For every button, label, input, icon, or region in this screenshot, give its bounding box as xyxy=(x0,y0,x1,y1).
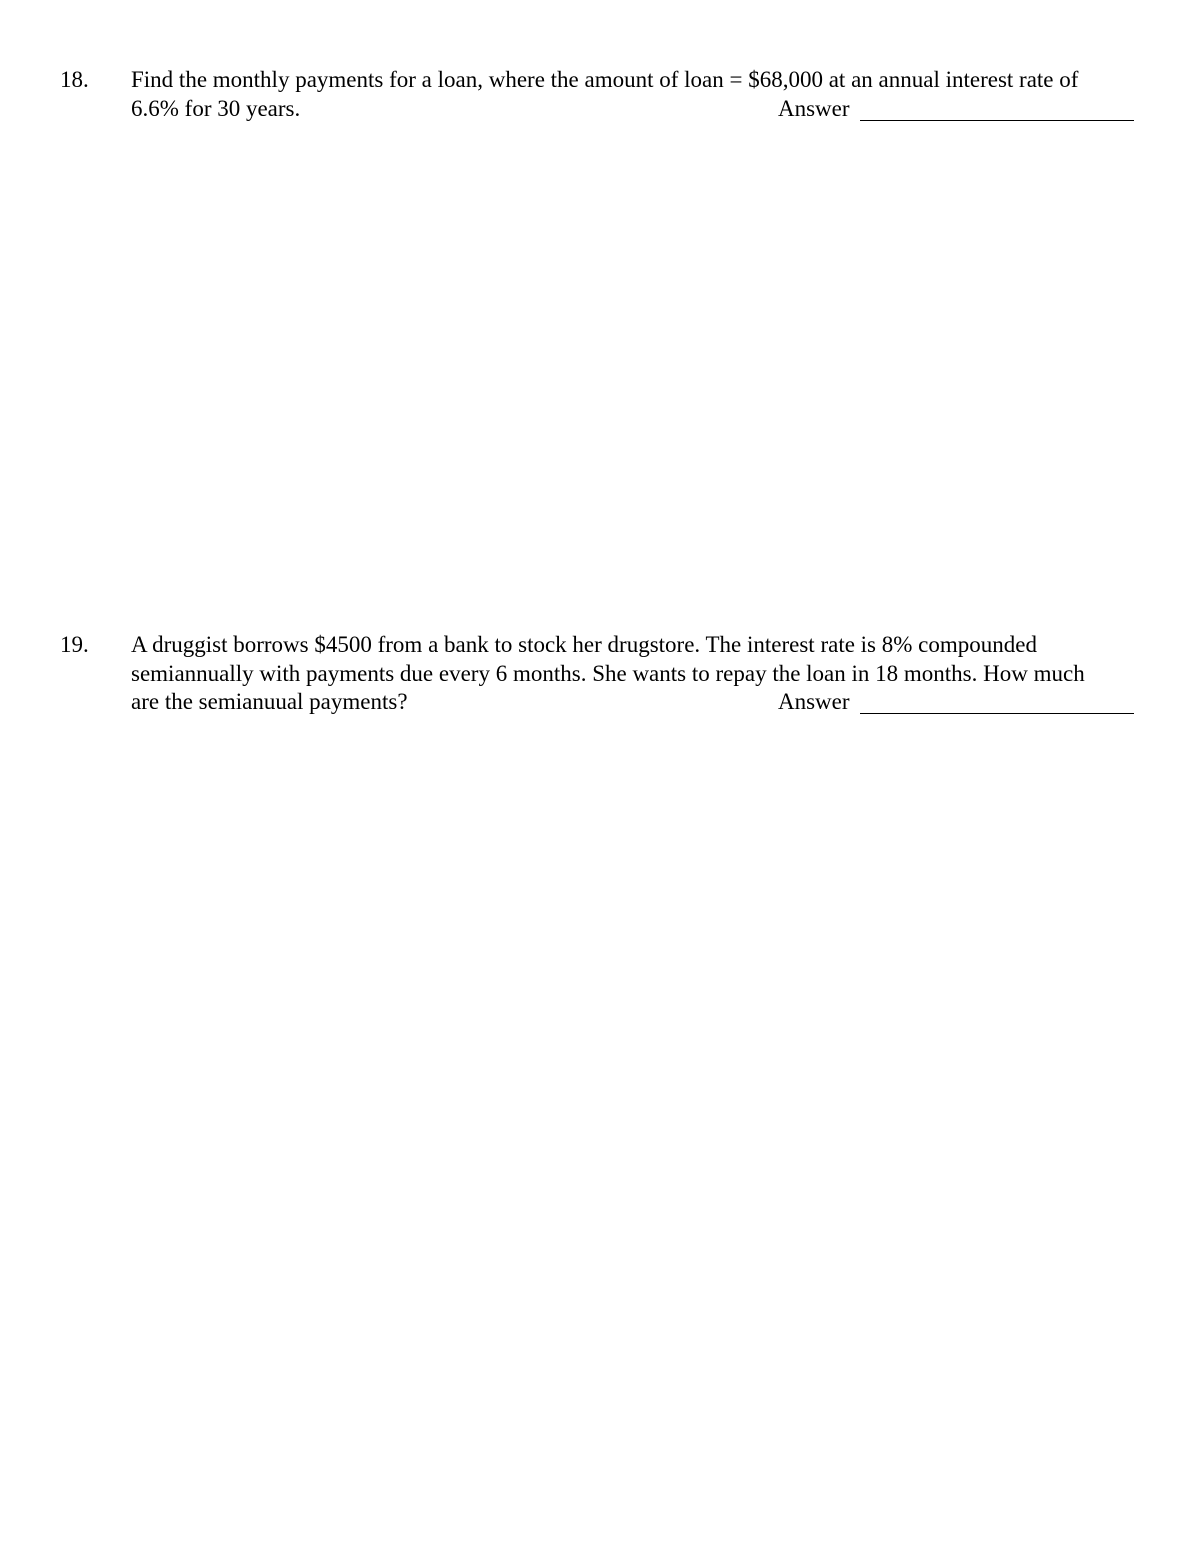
question-text-line: 6.6% for 30 years. xyxy=(131,96,301,121)
question-text-line: A druggist borrows $4500 from a bank to stock her drugstore. The interest rate is 8% compounded xyxy=(131,632,1037,657)
answer-blank-line[interactable] xyxy=(860,120,1134,121)
question-text-line: Find the monthly payments for a loan, where the amount of loan = $68,000 at an annual interest rate of xyxy=(131,67,1079,92)
question-number: 19. xyxy=(60,632,89,657)
question-text-line: semiannually with payments due every 6 months. She wants to repay the loan in 18 months. How much xyxy=(131,661,1085,686)
question-number: 18. xyxy=(60,67,89,92)
answer-label: Answer xyxy=(778,96,850,121)
answer-blank-line[interactable] xyxy=(860,713,1134,714)
answer-label: Answer xyxy=(778,689,850,714)
question-text-line: are the semianuual payments? xyxy=(131,689,408,714)
